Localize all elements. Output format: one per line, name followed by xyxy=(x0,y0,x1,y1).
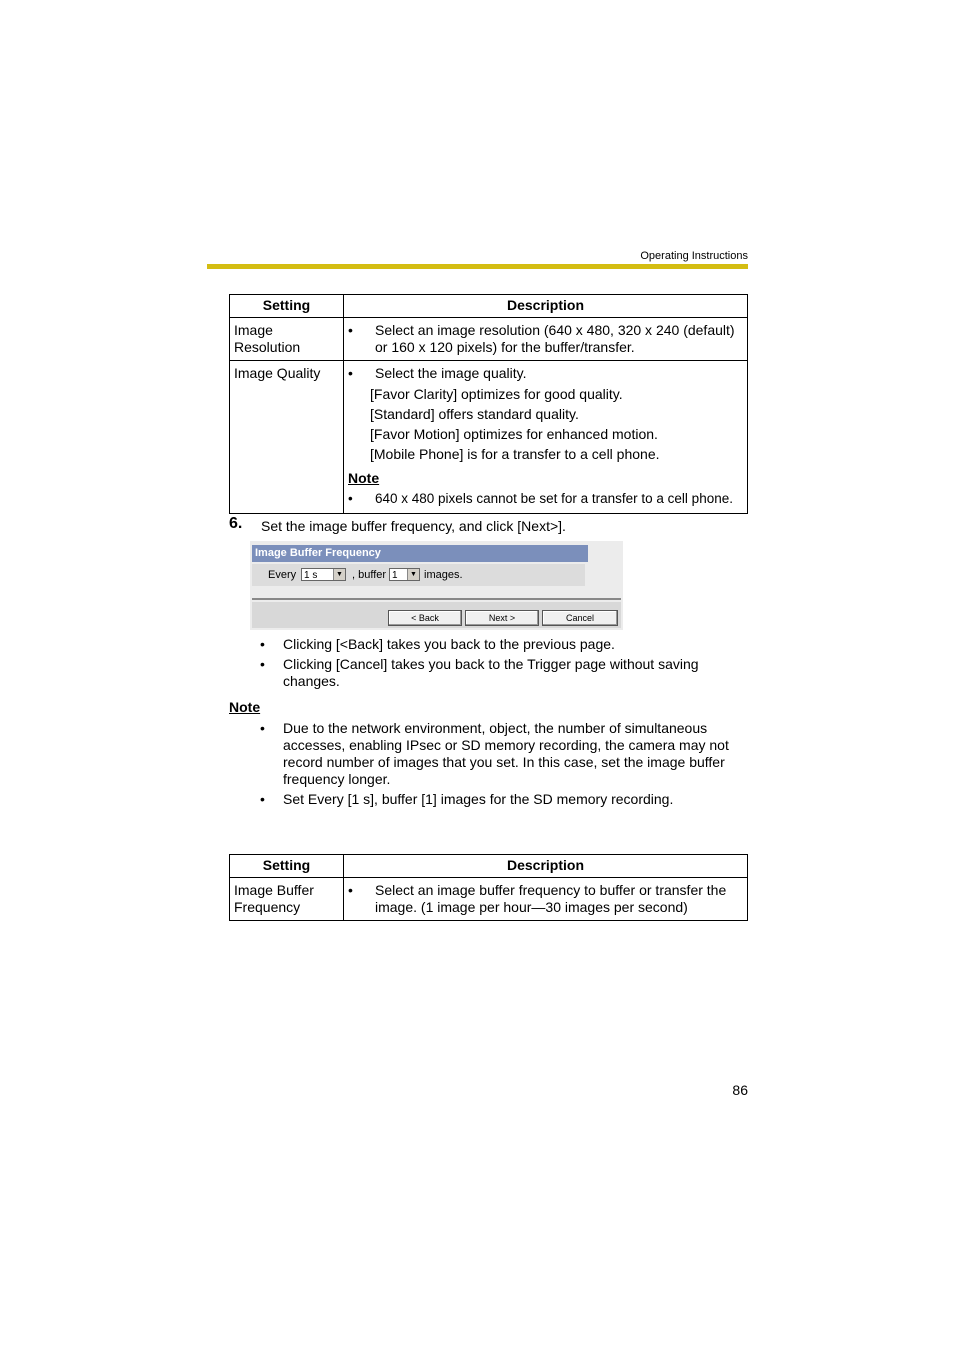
description-bullet: • Select the image quality. xyxy=(348,365,743,382)
table-row xyxy=(230,878,748,921)
note-heading: Note xyxy=(348,470,380,486)
setting-description xyxy=(344,318,748,361)
column-header-description: Description xyxy=(344,855,748,878)
note-bullet: • 640 x 480 pixels cannot be set for a transfer to a cell phone. xyxy=(348,490,743,507)
setting-name: Image Resolution xyxy=(230,318,344,361)
list-item: • Clicking [Cancel] takes you back to the Trigger page without saving changes. xyxy=(260,656,730,690)
list-item: • Clicking [<Back] takes you back to the previous page. xyxy=(260,636,730,653)
page-number: 86 xyxy=(732,1082,748,1098)
header-rule xyxy=(207,264,748,269)
frequency-row xyxy=(252,564,585,586)
step-bullet-list xyxy=(260,636,730,693)
column-header-setting: Setting xyxy=(230,295,344,318)
step-instruction: Set the image buffer frequency, and click [Next>]. xyxy=(261,518,566,534)
buffer-select[interactable]: 1 ▼ xyxy=(389,568,420,581)
image-buffer-frequency-screenshot xyxy=(250,541,623,630)
every-select[interactable]: 1 s ▼ xyxy=(301,568,346,581)
panel-title: Image Buffer Frequency xyxy=(252,545,588,562)
list-item: • Due to the network environment, object, the number of simultaneous accesses, enabling IPsec or SD memory recording, the camera may not record number of images that you set. In this case, set the image buffer frequency longer. xyxy=(260,720,748,788)
setting-description xyxy=(344,361,748,514)
chevron-down-icon: ▼ xyxy=(407,569,419,580)
setting-description xyxy=(344,878,748,921)
column-header-setting: Setting xyxy=(230,855,344,878)
divider xyxy=(252,598,621,600)
note-list xyxy=(260,720,748,811)
quality-option: [Favor Clarity] optimizes for good quality. xyxy=(370,386,623,402)
table-row xyxy=(230,361,748,514)
cancel-button[interactable]: Cancel xyxy=(542,610,618,626)
quality-option: [Favor Motion] optimizes for enhanced motion. xyxy=(370,426,658,442)
list-item: • Set Every [1 s], buffer [1] images for the SD memory recording. xyxy=(260,791,748,808)
buffer-label: , buffer xyxy=(352,569,387,581)
every-label: Every xyxy=(268,569,297,581)
chevron-down-icon: ▼ xyxy=(333,569,345,580)
setting-name: Image Quality xyxy=(230,361,344,514)
setting-name: Image Buffer Frequency xyxy=(230,878,344,921)
back-button[interactable]: < Back xyxy=(388,610,462,626)
next-button[interactable]: Next > xyxy=(465,610,539,626)
column-header-description: Description xyxy=(344,295,748,318)
running-header: Operating Instructions xyxy=(640,250,748,262)
step-number: 6. xyxy=(229,515,243,532)
description-bullet: • Select an image buffer frequency to buffer or transfer the image. (1 image per hour—30 images per second) xyxy=(348,882,743,916)
settings-table-1 xyxy=(229,294,748,514)
images-label: images. xyxy=(424,569,463,581)
description-bullet: • Select an image resolution (640 x 480, 320 x 240 (default) or 160 x 120 pixels) for the buffer/transfer. xyxy=(348,322,743,356)
quality-option: [Mobile Phone] is for a transfer to a cell phone. xyxy=(370,446,660,462)
button-bar xyxy=(252,602,621,628)
settings-table-2 xyxy=(229,854,748,921)
table-row xyxy=(230,318,748,361)
note-heading: Note xyxy=(229,699,261,715)
quality-option: [Standard] offers standard quality. xyxy=(370,406,579,422)
